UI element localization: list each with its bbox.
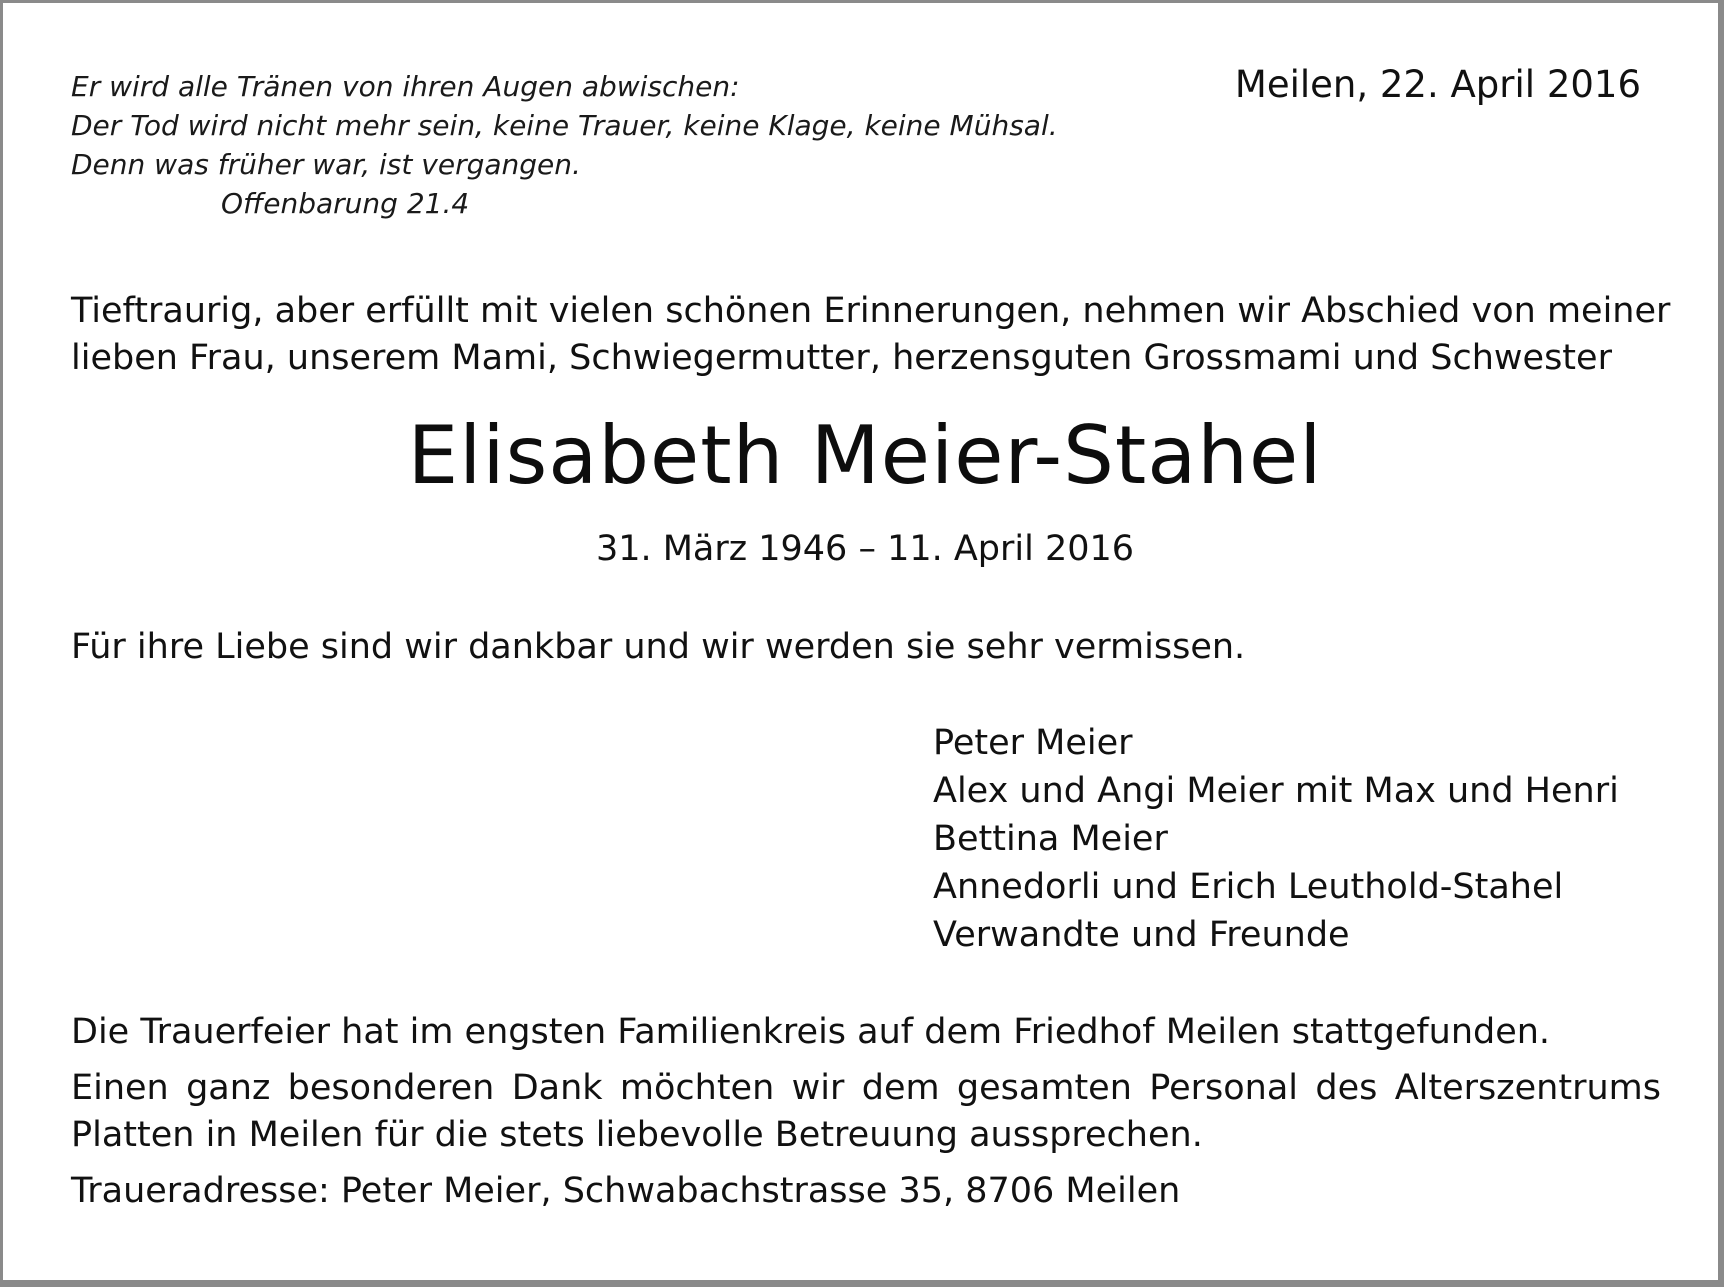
life-dates: 31. März 1946 – 11. April 2016 — [595, 529, 1135, 569]
verse-source: Offenbarung 21.4 — [221, 187, 470, 220]
mourner-entry: Annedorli und Erich Leuthold-Stahel — [933, 867, 1564, 907]
mourner-entry: Alex und Angi Meier mit Max und Henri — [933, 771, 1619, 811]
closing-section — [71, 1009, 1661, 1215]
mourners-list — [933, 719, 1619, 959]
verse-line: Denn was früher war, ist vergangen. — [71, 148, 581, 181]
verse-line: Er wird alle Tränen von ihren Augen abwischen: — [71, 70, 740, 103]
mourner-entry: Peter Meier — [933, 723, 1133, 763]
intro-paragraph — [71, 288, 1671, 382]
special-thanks-line: Einen ganz besonderen Dank möchten wir dem gesamten Personal des Alterszentrums — [71, 1068, 1661, 1108]
verse-line: Der Tod wird nicht mehr sein, keine Trauer, keine Klage, keine Mühsal. — [71, 109, 1058, 142]
gratitude-sentence: Für ihre Liebe sind wir dankbar und wir werden sie sehr vermissen. — [71, 627, 1246, 667]
place-and-date: Meilen, 22. April 2016 — [1234, 63, 1641, 106]
intro-line: Tieftraurig, aber erfüllt mit vielen schönen Erinnerungen, nehmen wir Abschied von meiner — [71, 291, 1671, 331]
mourner-entry: Bettina Meier — [933, 819, 1168, 859]
special-thanks — [71, 1065, 1661, 1159]
bible-verse — [71, 67, 1058, 223]
special-thanks-line: Platten in Meilen für die stets liebevolle Betreuung aussprechen. — [71, 1115, 1203, 1155]
mourning-address: Traueradresse: Peter Meier, Schwabachstrasse 35, 8706 Meilen — [71, 1171, 1181, 1211]
deceased-name: Elisabeth Meier-Stahel — [407, 409, 1323, 502]
ceremony-note: Die Trauerfeier hat im engsten Familienkreis auf dem Friedhof Meilen stattgefunden. — [71, 1012, 1551, 1052]
mourner-entry: Verwandte und Freunde — [933, 915, 1350, 955]
intro-line: lieben Frau, unserem Mami, Schwiegermutter, herzensguten Grossmami und Schwester — [71, 338, 1612, 378]
